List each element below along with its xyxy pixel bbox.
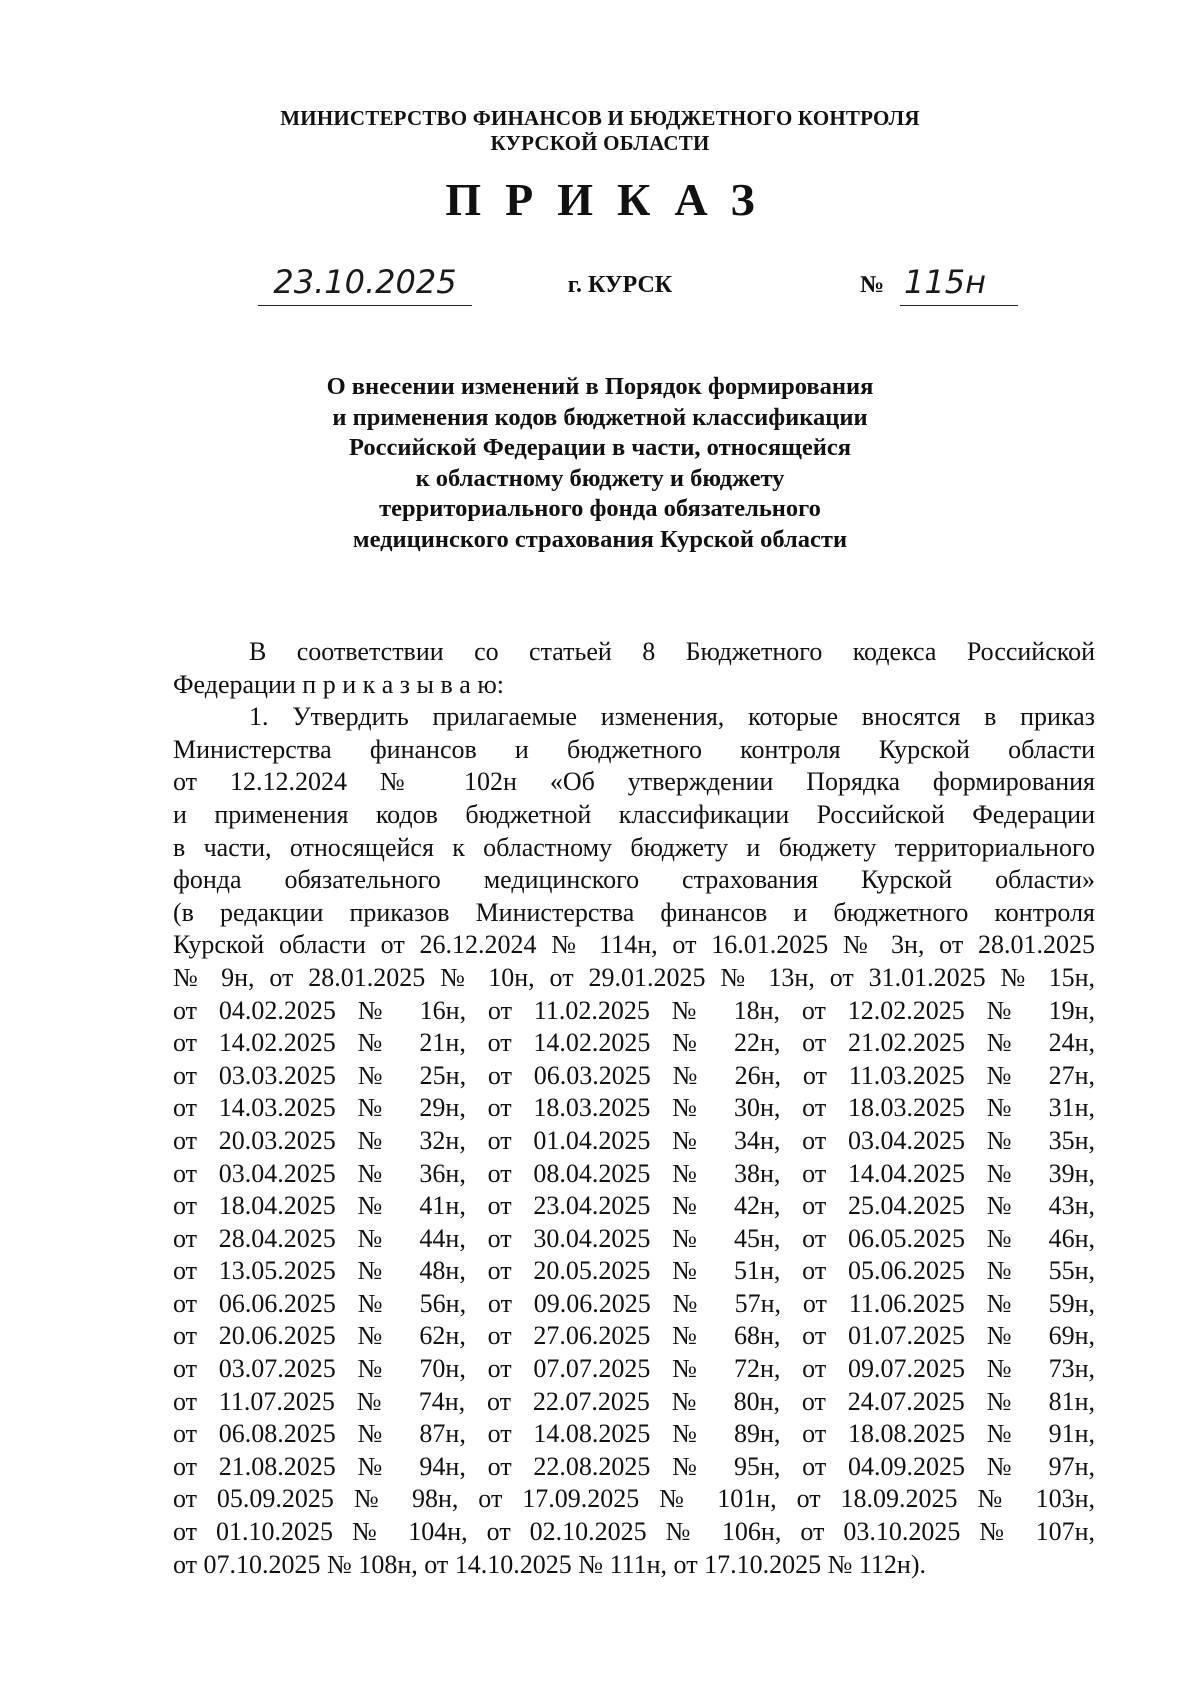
body-line: от 11.07.2025 № 74н, от 22.07.2025 № 80н, от 24.07.2025 № 81н, [173, 1386, 1095, 1416]
body-line: от 13.05.2025 № 48н, от 20.05.2025 № 51н, от 05.06.2025 № 55н, [173, 1256, 1095, 1286]
body-line: (в редакции приказов Министерства финансов и бюджетного контроля [173, 897, 1095, 927]
body-line: от 21.08.2025 № 94н, от 22.08.2025 № 95н, от 04.09.2025 № 97н, [173, 1451, 1095, 1481]
subject-line: территориального фонда обязательного [379, 495, 821, 523]
ministry-header [200, 106, 1000, 156]
body-line: от 05.09.2025 № 98н, от 17.09.2025 № 101н, от 18.09.2025 № 103н, [173, 1484, 1095, 1514]
number-underline [900, 305, 1018, 306]
body-line: от 12.12.2024 № 102н «Об утверждении Порядка формирования [173, 767, 1095, 797]
order-body [173, 636, 1095, 1581]
order-number-field [900, 262, 1018, 308]
ministry-name-line: МИНИСТЕРСТВО ФИНАНСОВ И БЮДЖЕТНОГО КОНТРОЛЯ [280, 106, 920, 130]
body-line: от 14.03.2025 № 29н, от 18.03.2025 № 30н, от 18.03.2025 № 31н, [173, 1093, 1095, 1123]
body-line: от 28.04.2025 № 44н, от 30.04.2025 № 45н, от 06.05.2025 № 46н, [173, 1223, 1095, 1253]
order-date-field [258, 262, 472, 308]
body-line: В соответствии со статьей 8 Бюджетного кодекса Российской [249, 637, 1095, 666]
date-underline [258, 305, 472, 306]
subject-line: и применения кодов бюджетной классификации [332, 403, 868, 431]
subject-line: Российской Федерации в части, относящейся [349, 434, 851, 462]
subject-line: к областному бюджету и бюджету [415, 464, 785, 492]
number-label: № [860, 272, 885, 298]
body-line: от 06.08.2025 № 87н, от 14.08.2025 № 89н, от 18.08.2025 № 91н, [173, 1419, 1095, 1449]
document-type-title: ПРИКАЗ [445, 174, 779, 225]
body-line: от 06.06.2025 № 56н, от 09.06.2025 № 57н, от 11.06.2025 № 59н, [173, 1288, 1095, 1318]
order-subject [250, 372, 950, 556]
body-line: в части, относящейся к областному бюджету и бюджету территориального [173, 832, 1095, 862]
body-line: от 20.03.2025 № 32н, от 01.04.2025 № 34н, от 03.04.2025 № 35н, [173, 1125, 1095, 1155]
body-line: от 03.04.2025 № 36н, от 08.04.2025 № 38н, от 14.04.2025 № 39н, [173, 1158, 1095, 1188]
city-label: г. КУРСК [567, 272, 673, 298]
body-line: 1. Утвердить прилагаемые изменения, которые вносятся в приказ [249, 702, 1095, 732]
ministry-region-line: КУРСКОЙ ОБЛАСТИ [490, 131, 710, 155]
subject-line: О внесении изменений в Порядок формирования [326, 373, 874, 400]
body-line: от 14.02.2025 № 21н, от 14.02.2025 № 22н, от 21.02.2025 № 24н, [173, 1028, 1095, 1058]
body-line: фонда обязательного медицинского страхования Курской области» [173, 865, 1095, 895]
subject-line: медицинского страхования Курской области [352, 525, 848, 553]
body-line: от 04.02.2025 № 16н, от 11.02.2025 № 18н, от 12.02.2025 № 19н, [173, 995, 1095, 1025]
body-line: № 9н, от 28.01.2025 № 10н, от 29.01.2025 № 13н, от 31.01.2025 № 15н, [173, 962, 1095, 992]
body-line: от 01.10.2025 № 104н, от 02.10.2025 № 106н, от 03.10.2025 № 107н, [173, 1517, 1095, 1547]
order-date-handwritten: 23.10.2025 [273, 263, 457, 301]
order-number-handwritten: 115н [904, 263, 986, 301]
body-line: Министерства финансов и бюджетного контроля Курской области [173, 734, 1095, 764]
body-line: от 07.10.2025 № 108н, от 14.10.2025 № 111н, от 17.10.2025 № 112н). [173, 1549, 926, 1579]
body-line: от 03.03.2025 № 25н, от 06.03.2025 № 26н, от 11.03.2025 № 27н, [173, 1060, 1095, 1090]
body-line: от 18.04.2025 № 41н, от 23.04.2025 № 42н, от 25.04.2025 № 43н, [173, 1191, 1095, 1221]
body-line: и применения кодов бюджетной классификации Российской Федерации [173, 799, 1095, 829]
body-line: от 03.07.2025 № 70н, от 07.07.2025 № 72н, от 09.07.2025 № 73н, [173, 1354, 1095, 1384]
body-line: Федерации п р и к а з ы в а ю: [173, 669, 504, 699]
body-line: от 20.06.2025 № 62н, от 27.06.2025 № 68н, от 01.07.2025 № 69н, [173, 1321, 1095, 1351]
body-line: Курской области от 26.12.2024 № 114н, от 16.01.2025 № 3н, от 28.01.2025 [173, 930, 1095, 960]
